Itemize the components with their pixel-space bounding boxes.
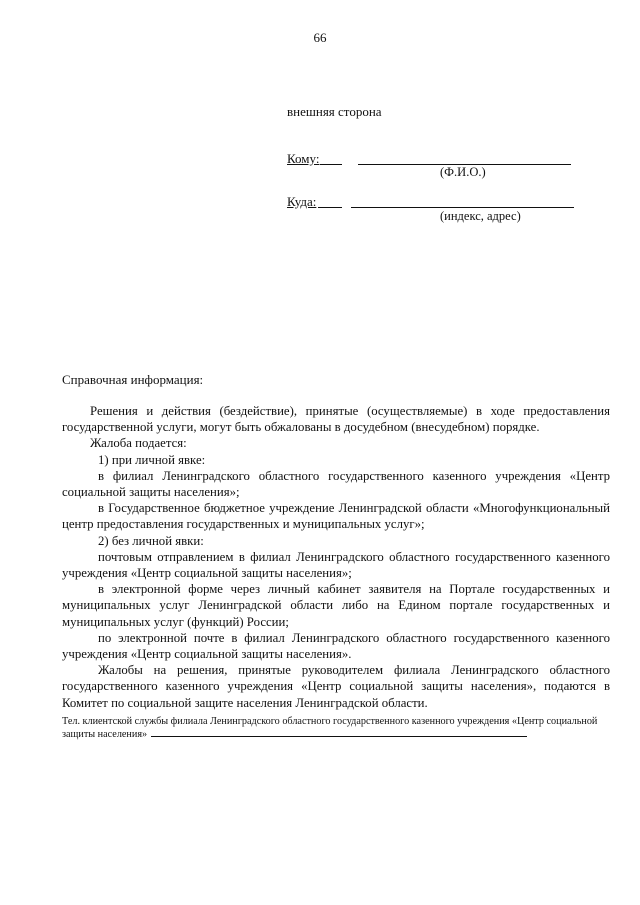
reference-paragraph: в филиал Ленинградского областного государственного казенного учреждения «Центр социальной защиты населения»; [62,468,610,500]
reference-paragraph: Жалобы на решения, принятые руководителем филиала Ленинградского областного государственного казенного учреждения «Центр социальной защиты населения», подаются в Комитет по социальной защите населения Ленинградской области. [62,663,610,710]
reference-paragraph: 1) при личной явке: [98,452,206,467]
where-field-line [351,207,574,208]
reference-paragraph: в электронной форме через личный кабинет заявителя на Портале государственных и муниципальных услуг Ленинградской области либо на Едином портале государственных и муниципальных услуг (функций) России; [62,582,610,629]
reference-paragraph: по электронной почте в филиал Ленинградского областного государственного казенного учреждения «Центр социальной защиты населения». [62,630,610,662]
where-hint: (индекс, адрес) [440,209,521,223]
reference-paragraph: Жалоба подается: [90,436,187,451]
reference-paragraph: почтовым отправлением в филиал Ленинградского областного государственного казенного учреждения «Центр социальной защиты населения»; [62,549,610,581]
reference-body [62,403,610,711]
where-label: Куда: [287,194,317,209]
footer-phone-field-line [151,736,527,737]
footer [62,715,602,741]
page-number: 66 [313,30,327,45]
to-label: Кому: [287,151,320,166]
envelope-side-label: внешняя сторона [287,104,382,119]
reference-title: Справочная информация: [62,372,204,387]
where-label-underline [318,207,342,208]
to-hint: (Ф.И.О.) [440,165,486,179]
footer-phone-label: Тел. клиентской службы филиала Ленинградского областного государственного казенного учреждения «Центр социальной защиты населения» [62,716,598,740]
reference-paragraph: 2) без личной явки: [98,533,204,548]
reference-paragraph: в Государственное бюджетное учреждение Ленинградской области «Многофункциональный центр предоставления государственных и муниципальных услуг»; [62,501,610,532]
reference-paragraph: Решения и действия (бездействие), принятые (осуществляемые) в ходе предоставления государственной услуги, могут быть обжалованы в досудебном (внесудебном) порядке. [62,404,610,435]
to-label-underline [320,164,342,165]
